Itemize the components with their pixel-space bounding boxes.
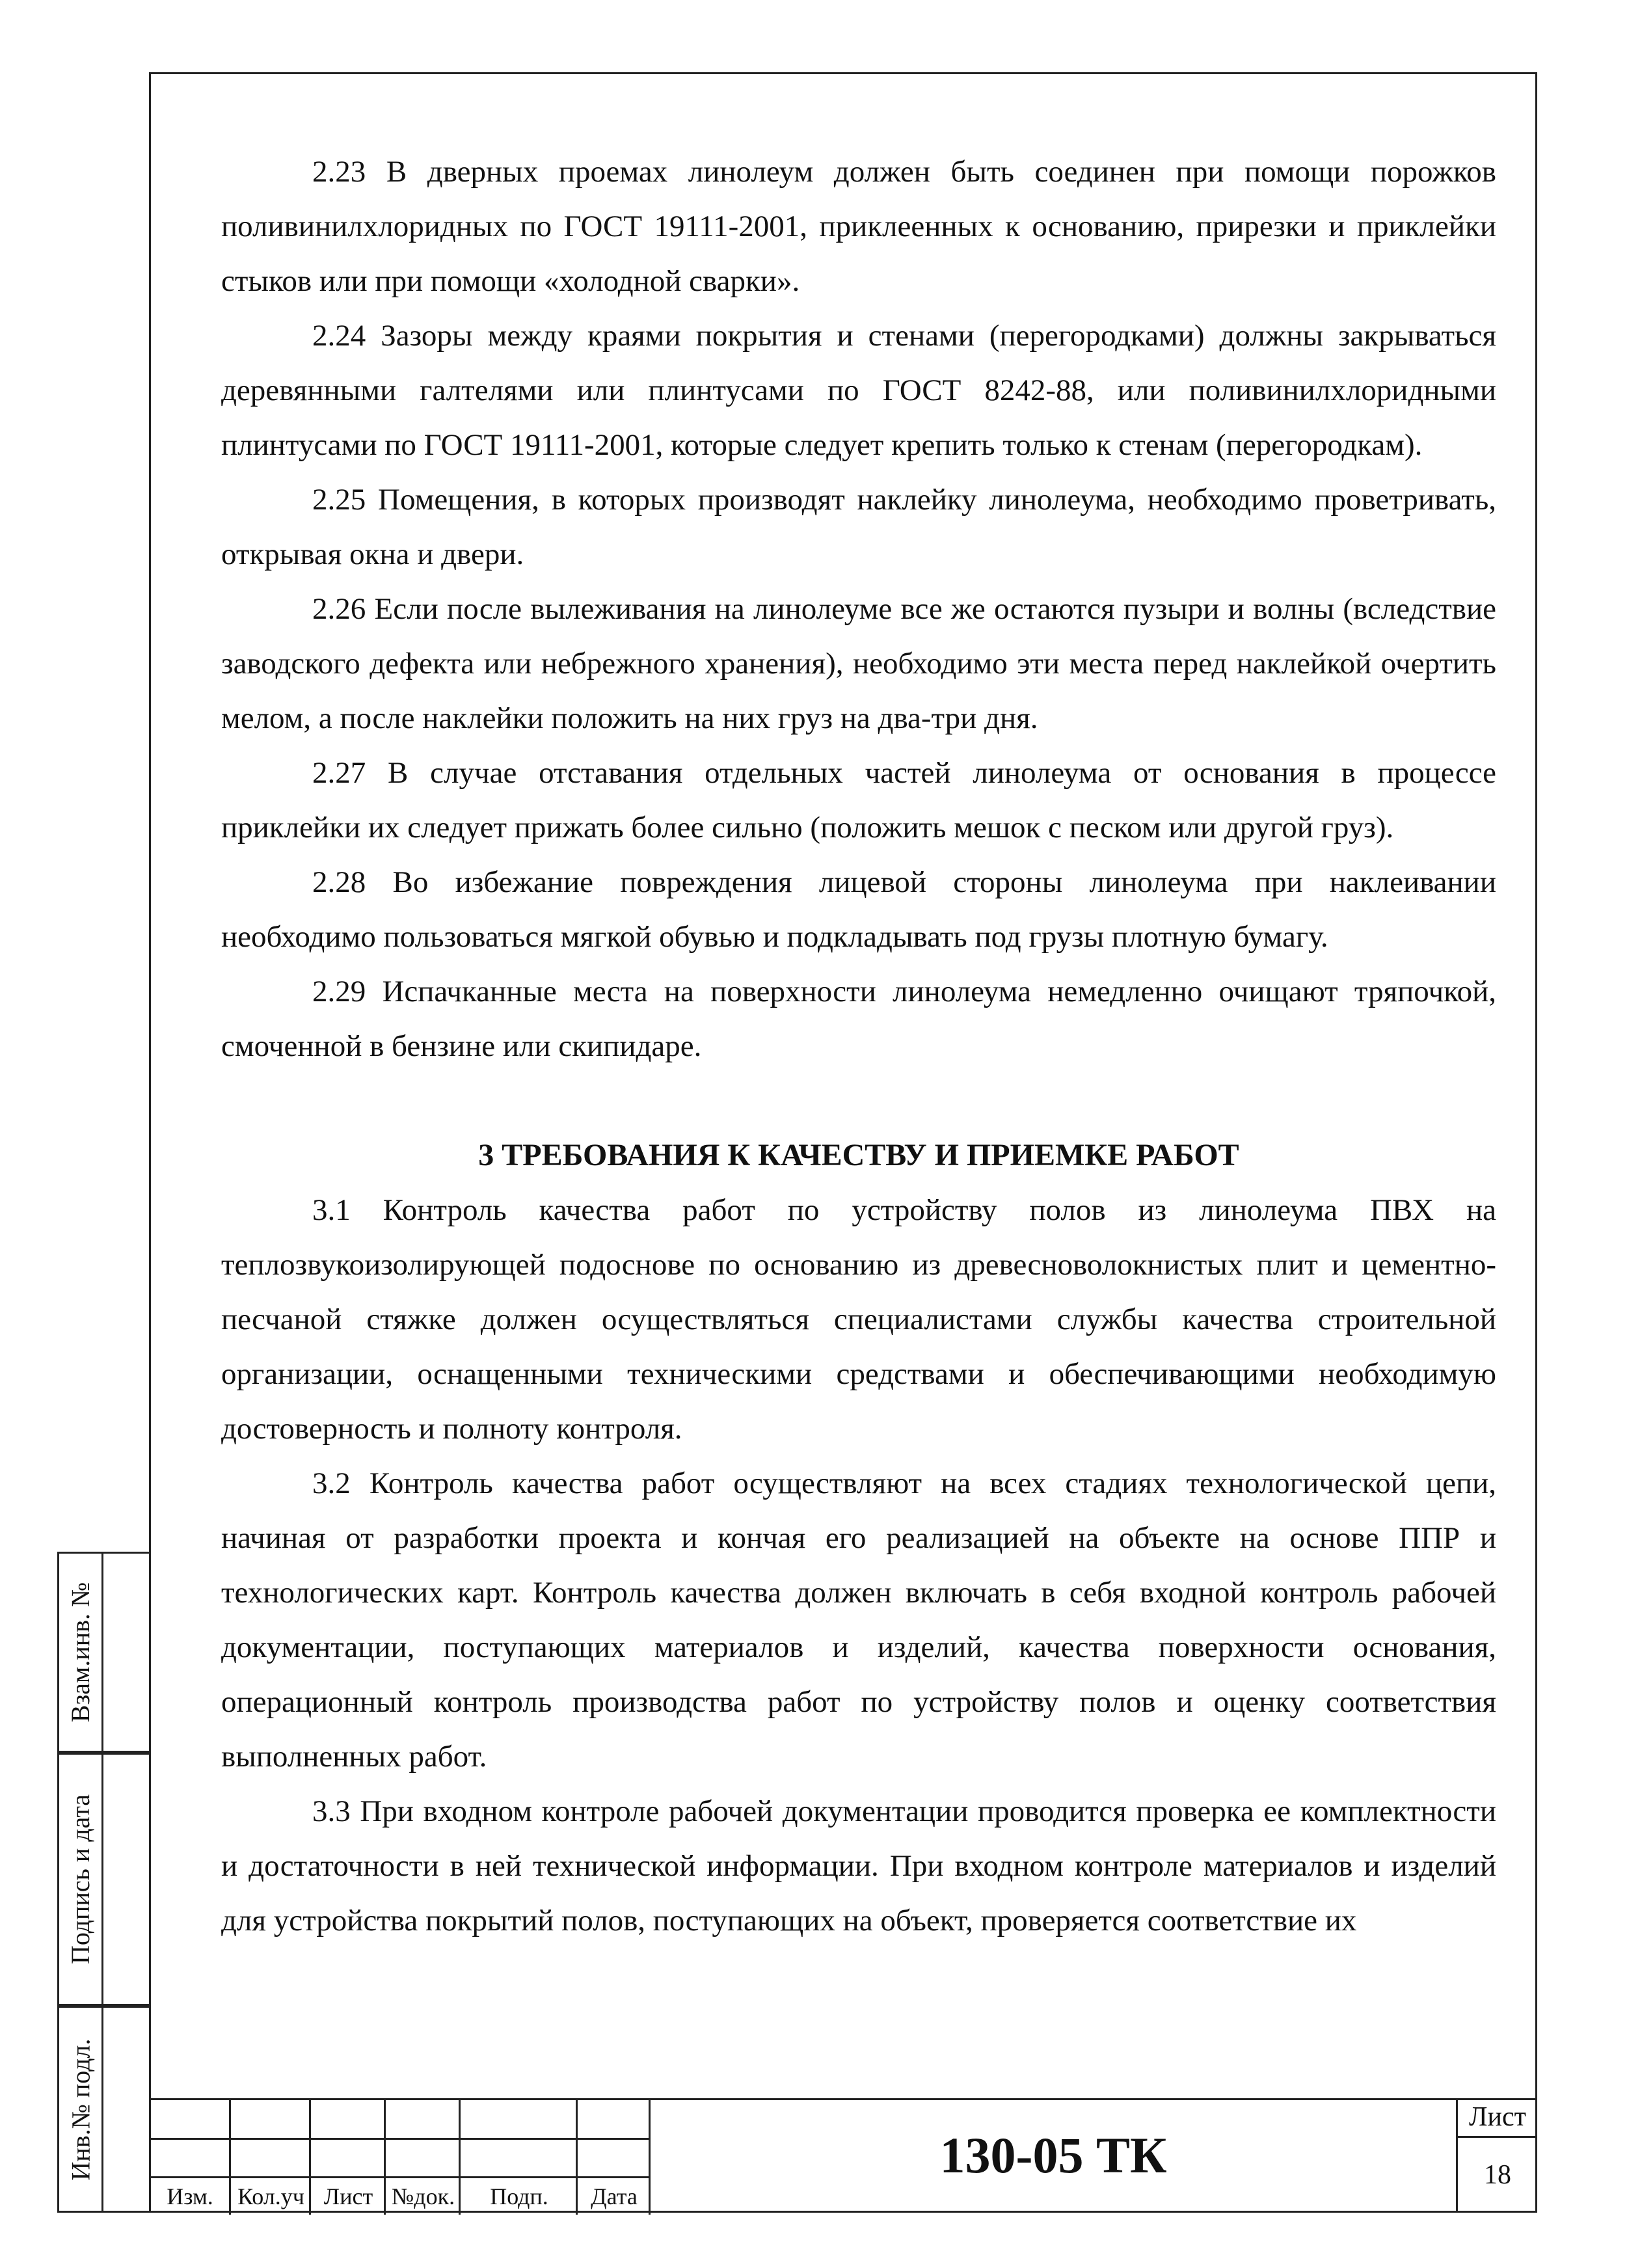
side-stamp-signature-date [57, 1753, 149, 2006]
sheet-number-box [1456, 2098, 1537, 2213]
title-col-kol: Кол.уч [237, 2183, 304, 2209]
side-stamp-replacement-inventory [57, 1552, 149, 1753]
sheet-label: Лист [1458, 2098, 1537, 2138]
document-code: 130-05 ТК [939, 2127, 1167, 2183]
paragraph-2-28: 2.28 Во избежание повреждения лицевой стороны линолеума при наклеивании необходимо пользоваться мягкой обувью и подкладывать под грузы плотную бумагу. [221, 865, 1496, 954]
section-3-heading: 3 ТРЕБОВАНИЯ К КАЧЕСТВУ И ПРИЕМКЕ РАБОТ [478, 1138, 1239, 1172]
title-col-izm: Изм. [167, 2183, 213, 2209]
paragraph-2-26: 2.26 Если после вылеживания на линолеуме все же остаются пузыри и волны (вследствие заводского дефекта или небрежного хранения), необходимо эти места перед наклейкой очертить мелом, а после наклейки положить на них груз на два-три дня. [221, 592, 1496, 735]
document-body [221, 144, 1496, 1948]
paragraph-2-29: 2.29 Испачканные места на поверхности линолеума немедленно очищают тряпочкой, смоченной в бензине или скипидаре. [221, 975, 1496, 1063]
title-col-podp: Подп. [490, 2183, 548, 2209]
paragraph-2-24: 2.24 Зазоры между краями покрытия и стенами (перегородками) должны закрываться деревянными галтелями или плинтусами по ГОСТ 8242-88, или поливинилхлоридными плинтусами по ГОСТ 19111-2001, которые следует крепить только к стенам (перегородкам). [221, 319, 1496, 462]
side-label-signature-date: Подпись и дата [66, 1794, 95, 1965]
side-stamp-original-inventory [57, 2006, 149, 2213]
side-label-original-inventory: Инв.№ подл. [66, 2038, 96, 2180]
title-col-list: Лист [323, 2183, 373, 2209]
title-col-data: Дата [591, 2183, 638, 2209]
title-col-ndok: №док. [391, 2183, 455, 2209]
paragraph-3-1: 3.1 Контроль качества работ по устройству полов из линолеума ПВХ на теплозвукоизолирующей подоснове по основанию из древесноволокнистых плит и цементно-песчаной стяжке должен осуществляться специалистами службы качества строительной организации, оснащенными техническими средствами и обеспечивающими необходимую достоверность и полноту контроля. [221, 1193, 1496, 1446]
paragraph-3-3: 3.3 При входном контроле рабочей документации проводится проверка ее комплектности и достаточности в ней технической информации. При входном контроле материалов и изделий для устройства покрытий полов, поступающих на объект, проверяется соответствие их [221, 1794, 1496, 1937]
paragraph-2-27: 2.27 В случае отставания отдельных частей линолеума от основания в процессе приклейки их следует прижать более сильно (положить мешок с песком или другой груз). [221, 756, 1496, 844]
paragraph-2-23: 2.23 В дверных проемах линолеум должен быть соединен при помощи порожков поливинилхлоридных по ГОСТ 19111-2001, приклеенных к основанию, прирезки и приклейки стыков или при помощи «холодной сварки». [221, 155, 1496, 298]
side-label-replacement-inventory: Взам.инв. № [66, 1582, 96, 1723]
paragraph-2-25: 2.25 Помещения, в которых производят наклейку линолеума, необходимо проветривать, открывая окна и двери. [221, 483, 1496, 571]
paragraph-3-2: 3.2 Контроль качества работ осуществляют на всех стадиях технологической цепи, начиная от разработки проекта и кончая его реализацией на объекте на основе ППР и технологических карт. Контроль качества должен включать в себя входной контроль рабочей документации, поступающих материалов и изделий, качества поверхности основания, операционный контроль производства работ по устройству полов и оценку соответствия выполненных работ. [221, 1466, 1496, 1774]
sheet-number: 18 [1484, 2160, 1511, 2190]
